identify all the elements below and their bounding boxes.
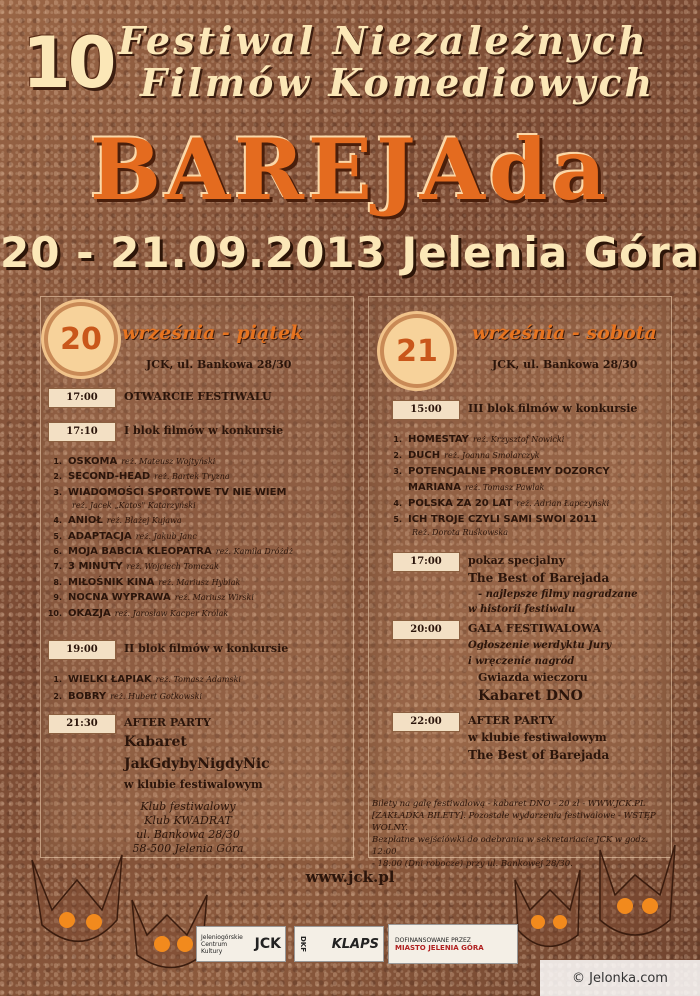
day1-event4-line3: JakGdybyNigdyNic [124, 756, 270, 772]
day1-event4-time: 21:30 [48, 714, 116, 734]
day2-event3-line4: Gwiazda wieczoru [478, 671, 588, 684]
website-url[interactable]: www.jck.pl [305, 868, 395, 886]
festival-dates: 20 - 21.09.2013 Jelenia Góra [0, 228, 700, 277]
list-item: 3. WIADOMOŚCI SPORTOWE TV NIE WIEM [53, 486, 287, 498]
day1-badge [48, 306, 114, 372]
day2-event3-line5: Kabaret DNO [478, 688, 583, 704]
list-item: 3. POTENCJALNE PROBLEMY DOZORCY [393, 466, 610, 477]
fox-eye [154, 936, 170, 952]
day1-event1-label: OTWARCIE FESTIWALU [124, 390, 272, 403]
day1-event4-label: AFTER PARTY [124, 716, 211, 729]
day2-event1-time: 15:00 [392, 400, 460, 420]
day1-event3-time: 19:00 [48, 640, 116, 660]
list-item: Reż. Dorota Ruśkowska [412, 528, 508, 537]
logo-dkf-klaps [294, 924, 384, 964]
day2-event1-label: III blok filmów w konkursie [468, 402, 638, 415]
list-item: 2. BOBRY reż. Hubert Gotkowski [53, 691, 203, 702]
list-item: 2. SECOND-HEAD reż. Bartek Tryzna [53, 471, 230, 483]
list-item: 9. NOCNA WYPRAWA reż. Mariusz Wirski [53, 592, 254, 604]
edition-number: 10 [22, 22, 114, 104]
photo-credit: © Jelonka.com [540, 960, 700, 996]
day2-badge-number: 21 [384, 318, 450, 384]
festival-name-line1: Festiwal Niezależnych [118, 18, 649, 63]
fox-eye [642, 898, 658, 914]
club-line1: Klub festiwalowy [140, 800, 236, 813]
club-line4: 58-500 Jelenia Góra [132, 842, 244, 855]
day2-event3-line2: Ogłoszenie werdyktu Jury [468, 640, 612, 651]
logo-jck-text: Jeleniogórskie Centrum Kultury [201, 933, 243, 955]
list-item: 10. OKAZJA reż. Jarosław Kacper Królak [47, 607, 229, 619]
fox-illustration-right [500, 840, 690, 960]
day1-name: września - piątek [122, 322, 304, 344]
day2-film-list [384, 434, 614, 540]
list-item: 5. ADAPTACJA reż. Jakub Janc [53, 530, 197, 542]
logo-klaps-name: KLAPS [331, 936, 379, 952]
day2-event2-time: 17:00 [392, 552, 460, 572]
list-item: 7. 3 MINUTY reż. Wojciech Tomczak [53, 561, 219, 573]
day1-event1-time: 17:00 [48, 388, 116, 408]
fox-eye [617, 898, 633, 914]
list-item: 1. WIELKI ŁAPIAK reż. Tomasz Adamski [53, 674, 241, 685]
list-item: 1. HOMESTAY reż. Krzysztof Nowicki [393, 434, 565, 445]
day1-badge-number: 20 [48, 306, 114, 372]
day2-badge [384, 318, 450, 384]
list-item: 1. OSKOMA reż. Mateusz Wojtyński [53, 456, 216, 467]
day2-event4-line3: The Best of Barejada [468, 748, 610, 762]
day2-event2-line3: - najlepsze filmy nagradzane [478, 589, 638, 600]
logo-jck [196, 924, 286, 964]
list-item: 4. ANIOŁ reż. Błażej Kujawa [53, 515, 182, 527]
day1-film-list-1 [44, 456, 293, 623]
day2-event3-time: 20:00 [392, 620, 460, 640]
day1-film-list-2 [44, 674, 241, 708]
list-item: 2. DUCH reż. Joanna Smolarczyk [393, 450, 540, 461]
list-item: 8. MIŁOŚNIK KINA reż. Mariusz Hybiak [53, 576, 241, 588]
list-item: 5. ICH TROJE CZYLI SAMI SWOI 2011 [393, 514, 598, 525]
day2-event2-line2: The Best of Barejada [468, 571, 610, 585]
day1-event3-label: II blok filmów w konkursie [124, 642, 289, 655]
logo-city-top: DOFINANSOWANE PRZEZ [395, 936, 471, 944]
list-item: reż. Jacek „Katos" Katarzyński [72, 500, 196, 510]
logo-jck-mark: JCK [254, 936, 281, 952]
day2-event4-label: AFTER PARTY [468, 714, 555, 727]
club-line3: ul. Bankowa 28/30 [136, 828, 240, 841]
day1-event2-time: 17:10 [48, 422, 116, 442]
day2-event4-time: 22:00 [392, 712, 460, 732]
club-line2: Klub KWADRAT [144, 814, 232, 827]
ticket-line1: Bilety na galę festiwalową - kabaret DNO - 20 zł - WWW.JCK.PL [372, 799, 646, 809]
fox-eye [86, 914, 102, 930]
list-item: MARIANA reż. Tomasz Pawlak [408, 482, 545, 493]
day2-event2-line4: w historii festiwalu [468, 604, 576, 615]
day2-venue: JCK, ul. Bankowa 28/30 [492, 358, 638, 371]
list-item: 6. MOJA BABCIA KLEOPATRA reż. Kamila Dróżdż [53, 545, 293, 557]
ticket-line4: - 18:00 (Dni robocze) przy ul. Bankowej 28/30. [372, 859, 573, 869]
fox-eye [531, 915, 545, 929]
day1-event4-line2: Kabaret [124, 734, 187, 750]
list-item: 4. POLSKA ZA 20 LAT reż. Adrian Łapczyński [393, 498, 610, 509]
ticket-line2: [ZAKŁADKA BILETY]. Pozostałe wydarzenia festiwalowe - WSTĘP WOLNY. [372, 811, 656, 833]
festival-name-line2: Filmów Komediowych [140, 60, 656, 105]
day1-event2-label: I blok filmów w konkursie [124, 424, 284, 437]
logo-city-name: MIASTO JELENIA GÓRA [395, 943, 484, 952]
ticket-line3: Bezpłatne wejściówki do odebrania w sekretariacie JCK w godz. 12:00 [372, 835, 649, 857]
logo-dkf-mark: DKF [299, 935, 307, 953]
day2-name: września - sobota [472, 322, 657, 344]
day1-event4-line4: w klubie festiwalowym [124, 778, 263, 791]
fox-eye [553, 915, 567, 929]
day2-event4-line2: w klubie festiwalowym [468, 731, 607, 744]
day2-event3-label: GALA FESTIWALOWA [468, 622, 602, 635]
fox-eye [59, 912, 75, 928]
day2-event2-label: pokaz specjalny [468, 554, 566, 567]
logo-city [388, 924, 518, 964]
day1-venue: JCK, ul. Bankowa 28/30 [146, 358, 292, 371]
fox-illustration-left [22, 840, 222, 980]
fox-eye [177, 936, 193, 952]
day2-event3-line3: i wręczenie nagród [468, 656, 575, 667]
festival-title: BAREJAda [89, 120, 611, 219]
